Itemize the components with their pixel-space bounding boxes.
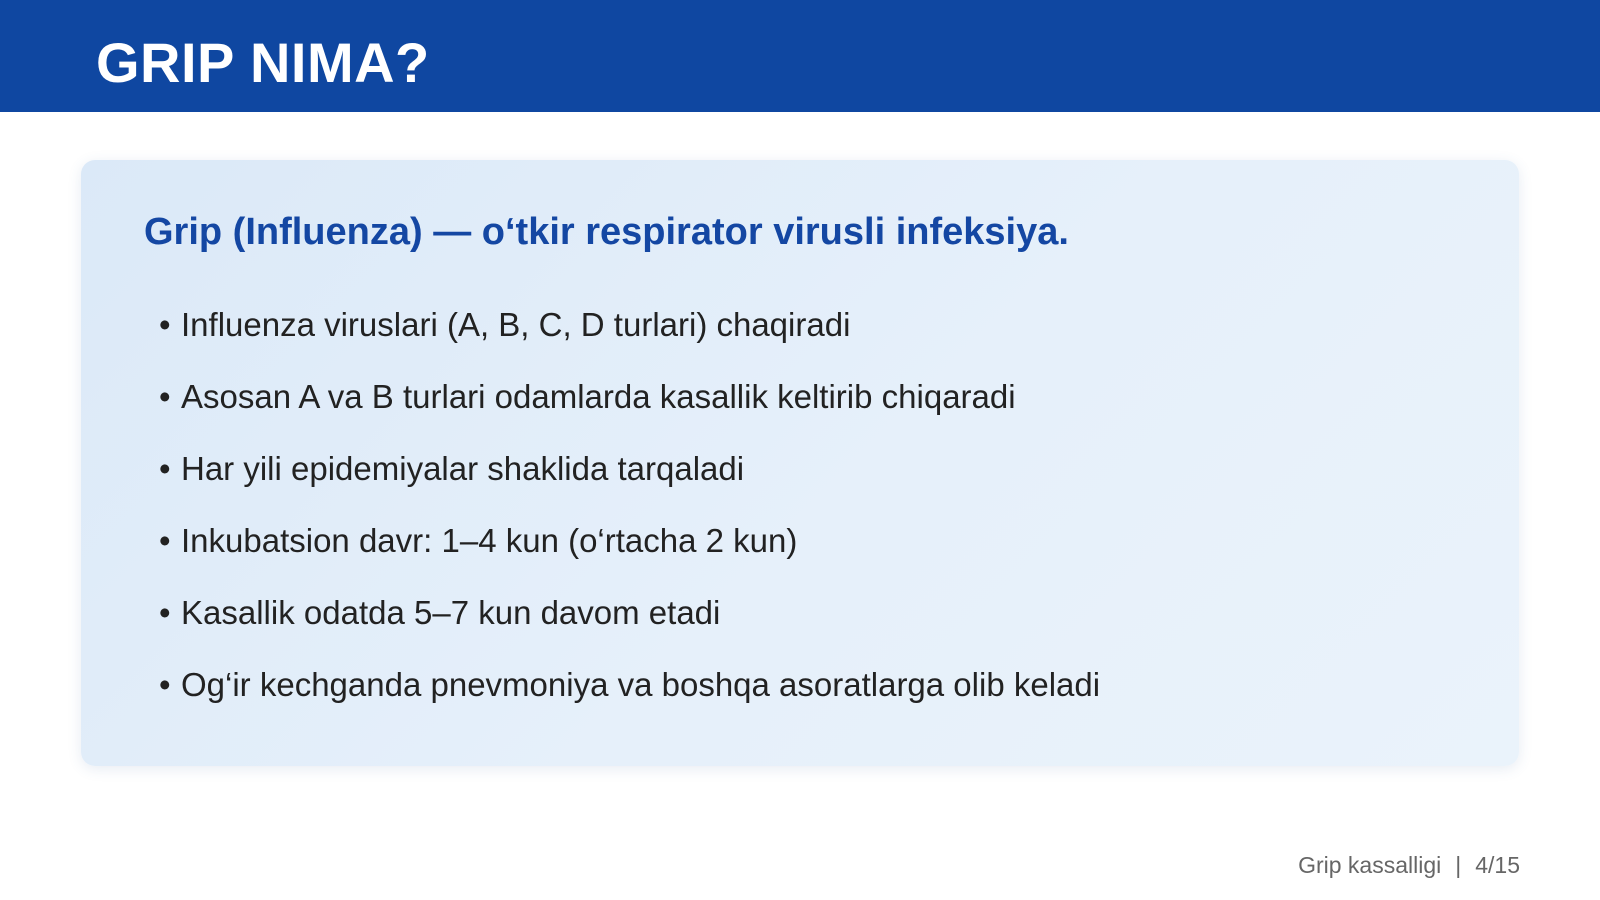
slide-title: GRIP NIMA? xyxy=(96,31,430,94)
bullet-icon: • xyxy=(159,666,171,703)
footer xyxy=(1298,850,1520,880)
list-item xyxy=(159,289,1100,361)
bullet-icon: • xyxy=(159,378,171,415)
list-item-text: Inkubatsion davr: 1–4 kun (o‘rtacha 2 kun) xyxy=(181,522,798,559)
list-item xyxy=(159,505,1100,577)
content-card xyxy=(81,160,1519,766)
list-item-text: Kasallik odatda 5–7 kun davom etadi xyxy=(181,594,721,631)
bullet-icon: • xyxy=(159,594,171,631)
page-indicator: 4/15 xyxy=(1475,852,1520,878)
footer-separator: | xyxy=(1455,852,1462,878)
list-item xyxy=(159,649,1100,721)
bullet-list xyxy=(159,289,1100,721)
list-item-text: Og‘ir kechganda pnevmoniya va boshqa asoratlarga olib keladi xyxy=(181,666,1101,703)
list-item xyxy=(159,577,1100,649)
bullet-icon: • xyxy=(159,522,171,559)
presentation-title: Grip kassalligi xyxy=(1298,852,1442,878)
list-item xyxy=(159,361,1100,433)
bullet-icon: • xyxy=(159,450,171,487)
bullet-icon: • xyxy=(159,306,171,343)
list-item-text: Influenza viruslari (A, B, C, D turlari) chaqiradi xyxy=(181,306,851,343)
card-heading: Grip (Influenza) — o‘tkir respirator virusli infeksiya. xyxy=(144,211,1069,253)
list-item-text: Asosan A va B turlari odamlarda kasallik keltirib chiqaradi xyxy=(181,378,1016,415)
header-bar xyxy=(0,0,1600,112)
list-item xyxy=(159,433,1100,505)
list-item-text: Har yili epidemiyalar shaklida tarqaladi xyxy=(181,450,745,487)
